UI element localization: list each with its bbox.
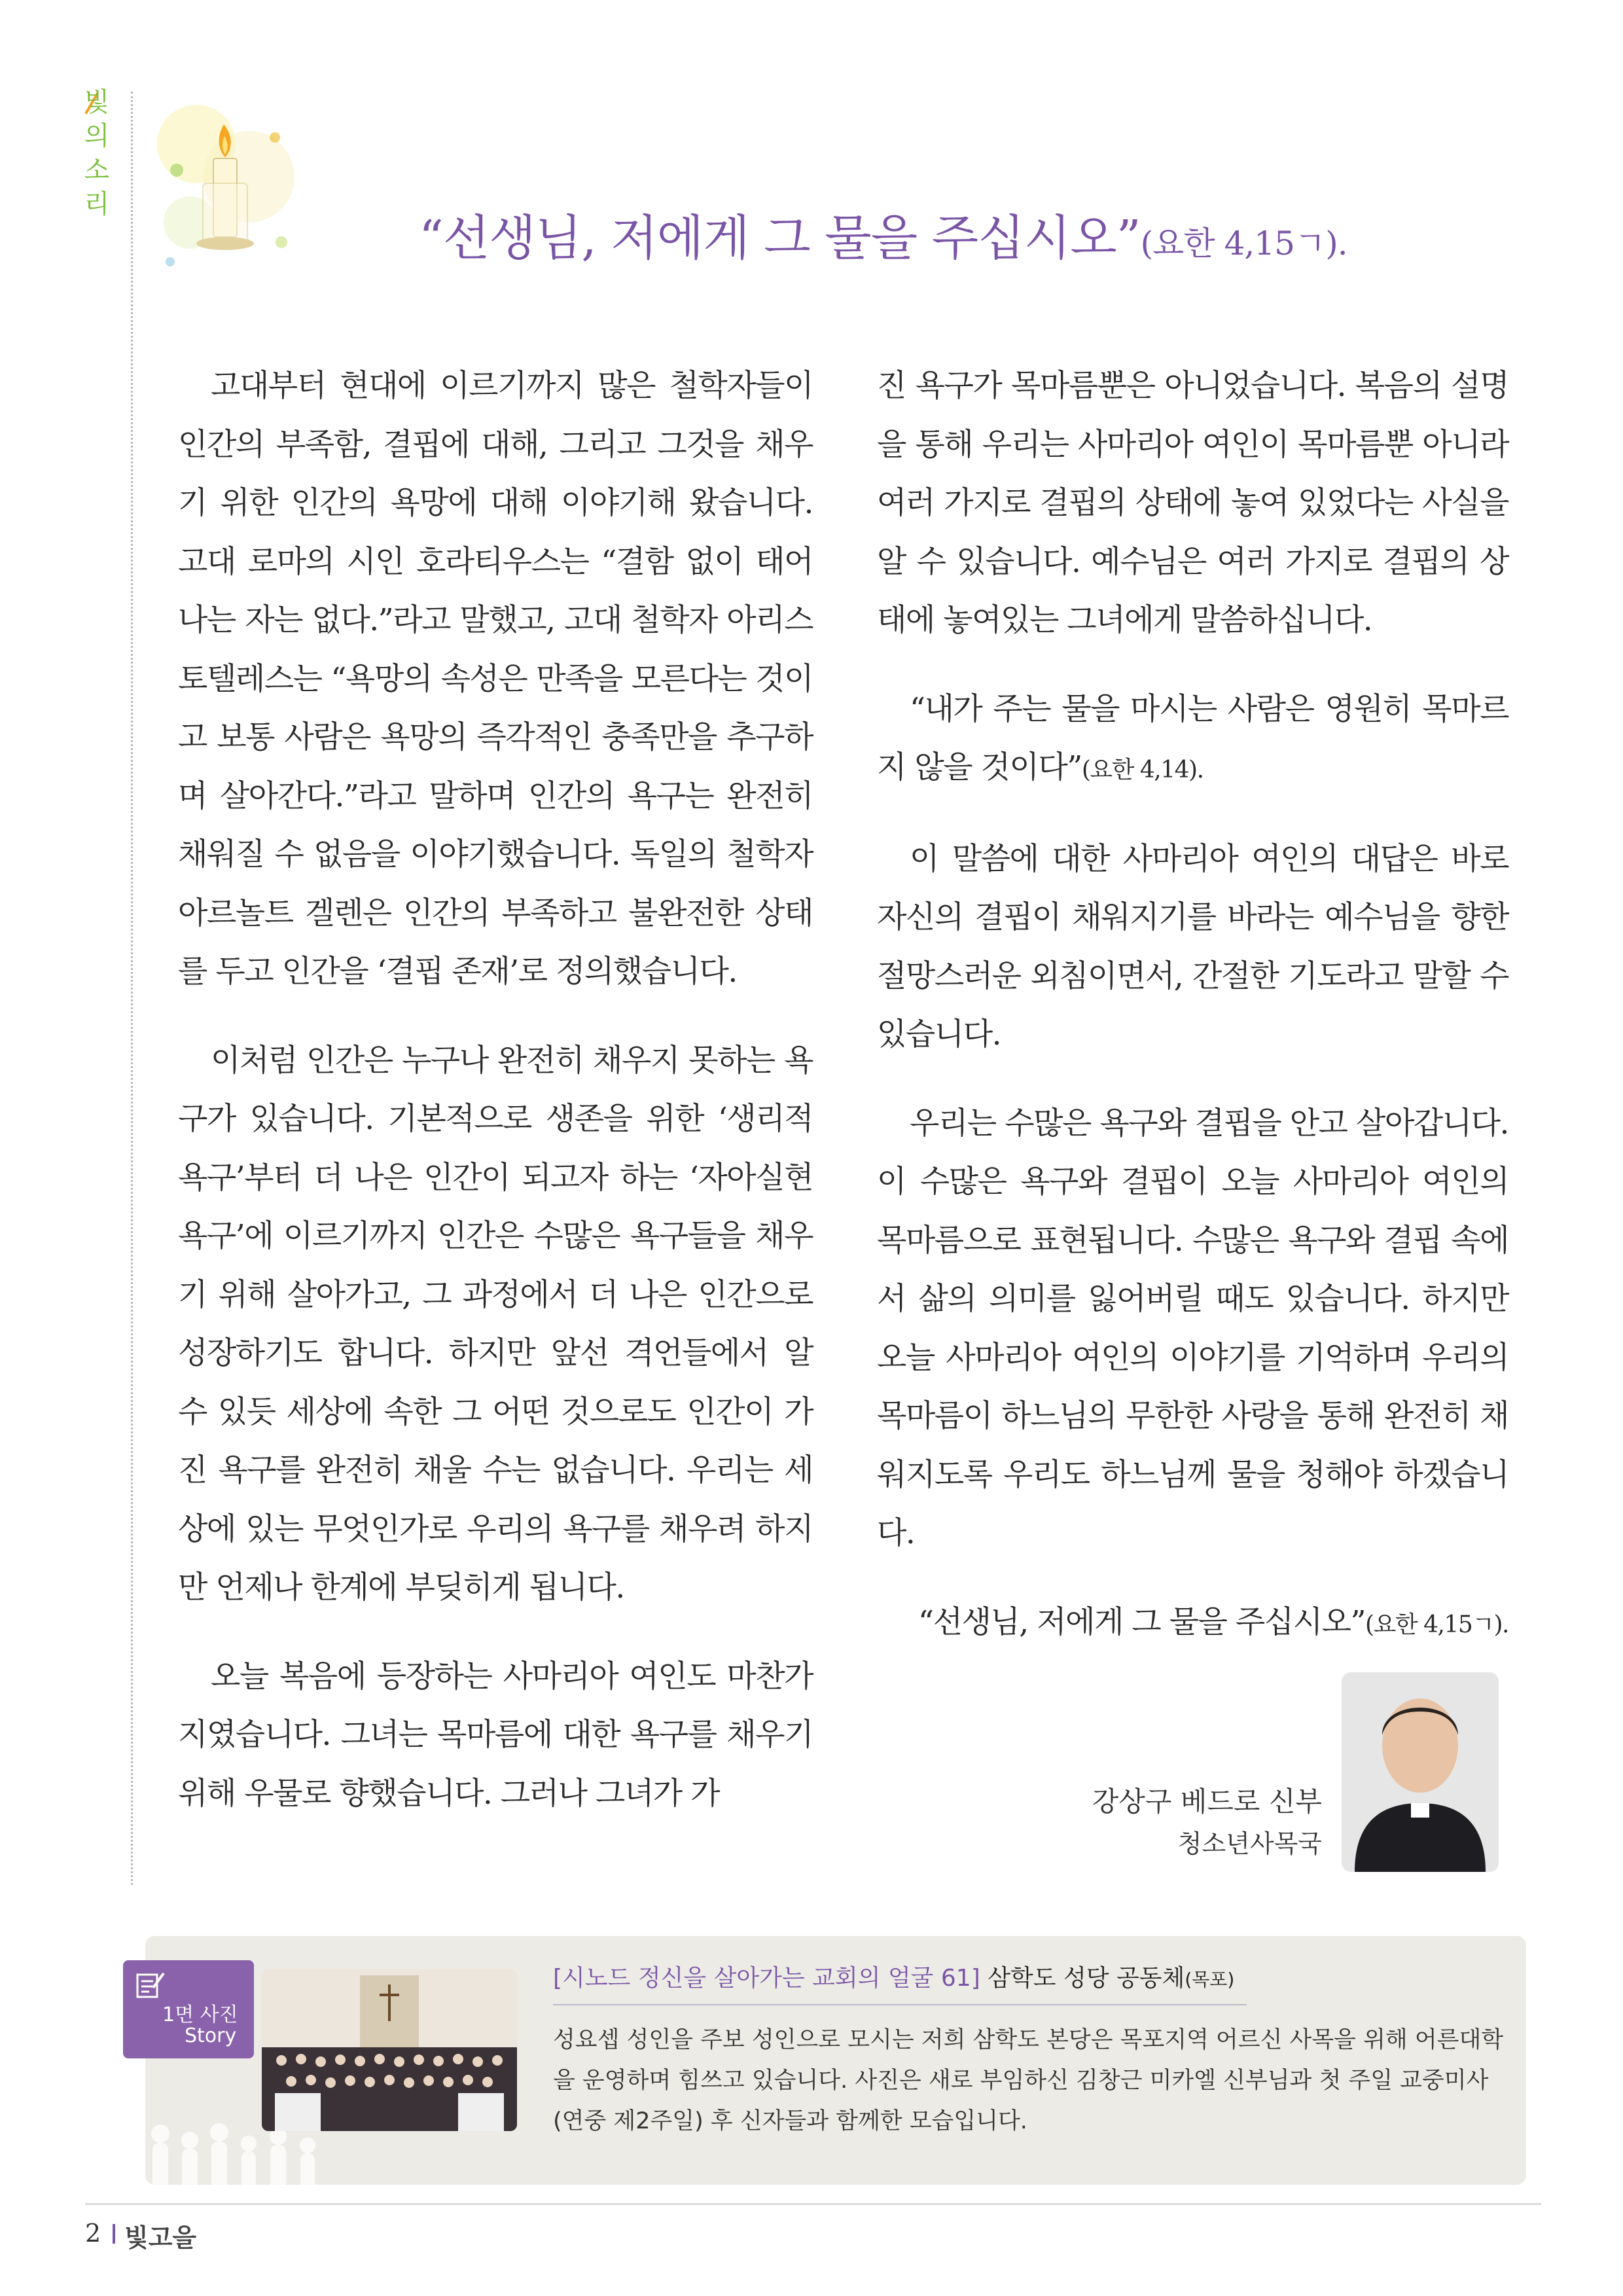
body-paragraph: 이 말씀에 대한 사마리아 여인의 대답은 바로 자신의 결핍이 채워지기를 바라는 예수님을 향한 절망스러운 외침이면서, 간절한 기도라고 말할 수 있습니다. (877, 840, 1508, 1052)
body-paragraph: 우리는 수많은 욕구와 결핍을 안고 살아갑니다. 이 수많은 욕구와 결핍이 오늘 사마리아 여인의 목마름으로 표현됩니다. 수많은 욕구와 결핍 속에서 삶의 의미를 잃어버릴 때도 있습니다. 하지만 오늘 사마리아 여인의 이야기를 기억하며 우리의 목마름이 하느님의 무한한 사랑을 통해 완전히 채워지도록 우리도 하느님께 물을 청해야 하겠습니다. (877, 1105, 1508, 1551)
side-label-char: 소 (84, 155, 110, 185)
body-paragraph: 오늘 복음에 등장하는 사마리아 여인도 마찬가지였습니다. 그녀는 목마름에 대한 욕구를 채우기 위해 우물로 향했습니다. 그러나 그녀가 가 (178, 1658, 813, 1812)
tag-line-1: 1면 사진 (162, 2003, 238, 2026)
side-label-char: 빛 (84, 87, 110, 117)
body-paragraph: 고대부터 현대에 이르기까지 많은 철학자들이 인간의 부족함, 결핍에 대해, 그리고 그것을 채우기 위한 인간의 욕망에 대해 이야기해 왔습니다. 고대 로마의 시인 호라티우스는 “결함 없이 태어나는 자는 없다.”라고 말했고, 고대 철학자 아리스토텔레스는 “욕망의 속성은 만족을 모른다는 것이고 보통 사람은 욕망의 즉각적인 충족만을 추구하며 살아간다.”라고 말하며 인간의 욕구는 완전히 채워질 수 없음을 이야기했습니다. 독일의 철학자 아르놀트 겔렌은 인간의 부족하고 불완전한 상태를 두고 인간을 ‘결핍 존재’로 정의했습니다. (178, 368, 813, 990)
quote-text: “내가 주는 물을 마시는 사람은 영원히 목마르지 않을 것이다” (877, 691, 1508, 785)
page-title (419, 200, 1531, 269)
story-caption: 성요셉 성인을 주보 성인으로 모시는 저희 삼학도 본당은 목포지역 어르신 사목을 위해 어른대학을 운영하며 힘쓰고 있습니다. 사진은 새로 부임하신 김창근 미카엘 신부님과 첫 주일 교중미사(연중 제2주일) 후 신자들과 함께한 모습입니다. (553, 2027, 1504, 2134)
photo-story-tag (123, 1960, 254, 2058)
scripture-quote (877, 680, 1508, 800)
title-reference: (요한 4,15ㄱ). (1140, 224, 1347, 262)
footer-divider (85, 2203, 1541, 2205)
left-column (178, 357, 813, 1853)
closing-quote (877, 1593, 1508, 1655)
closing-quote-text: “선생님, 저에게 그 물을 주십시오” (918, 1604, 1366, 1640)
title-text: “선생님, 저에게 그 물을 주십시오” (419, 210, 1141, 266)
story-kicker: [시노드 정신을 살아가는 교회의 얼굴 61] (553, 1965, 980, 1992)
publication-logo: 빛고을 (124, 2223, 197, 2252)
story-heading-title: 삼학도 성당 공동체 (988, 1965, 1185, 1992)
side-label-char: 의 (84, 121, 110, 151)
author-portrait (1342, 1672, 1499, 1872)
story-heading-suffix: (목포) (1185, 1969, 1235, 1990)
side-label-char: 리 (84, 189, 110, 219)
candle-illustration (151, 98, 301, 281)
story-divider (553, 2004, 1247, 2005)
closing-quote-reference: (요한 4,15ㄱ). (1365, 1611, 1508, 1638)
body-paragraph: 진 욕구가 목마름뿐은 아니었습니다. 복음의 설명을 통해 우리는 사마리아 여인이 목마름뿐 아니라 여러 가지로 결핍의 상태에 놓여 있었다는 사실을 알 수 있습니다. 예수님은 여러 가지로 결핍의 상태에 놓여있는 그녀에게 말씀하십니다. (877, 368, 1508, 638)
page-number: 2 (85, 2219, 101, 2248)
notepad-pencil-icon (134, 1968, 166, 2001)
tag-line-2: Story (185, 2024, 237, 2047)
right-column (877, 357, 1508, 1684)
footer-separator (113, 2224, 115, 2244)
story-heading (553, 1960, 1508, 1993)
body-paragraph: 이처럼 인간은 누구나 완전히 채우지 못하는 욕구가 있습니다. 기본적으로 생존을 위한 ‘생리적 욕구’부터 더 나은 인간이 되고자 하는 ‘자아실현 욕구’에 이르기까지 인간은 수많은 욕구들을 채우기 위해 살아가고, 그 과정에서 더 나은 인간으로 성장하기도 합니다. 하지만 앞선 격언들에서 알 수 있듯 세상에 속한 그 어떤 것으로도 인간이 가진 욕구를 완전히 채울 수는 없습니다. 우리는 세상에 있는 무엇인가로 우리의 욕구를 채우려 하지만 언제나 한계에 부딪히게 됩니다. (178, 1042, 813, 1605)
parish-group-photo (262, 1969, 517, 2131)
side-dotted-divider (131, 92, 133, 1885)
author-name: 강상구 베드로 신부 (1092, 1785, 1322, 1818)
quote-reference: (요한 4,14). (1081, 757, 1204, 783)
section-side-label (77, 85, 116, 221)
author-department: 청소년사목국 (1177, 1829, 1322, 1858)
